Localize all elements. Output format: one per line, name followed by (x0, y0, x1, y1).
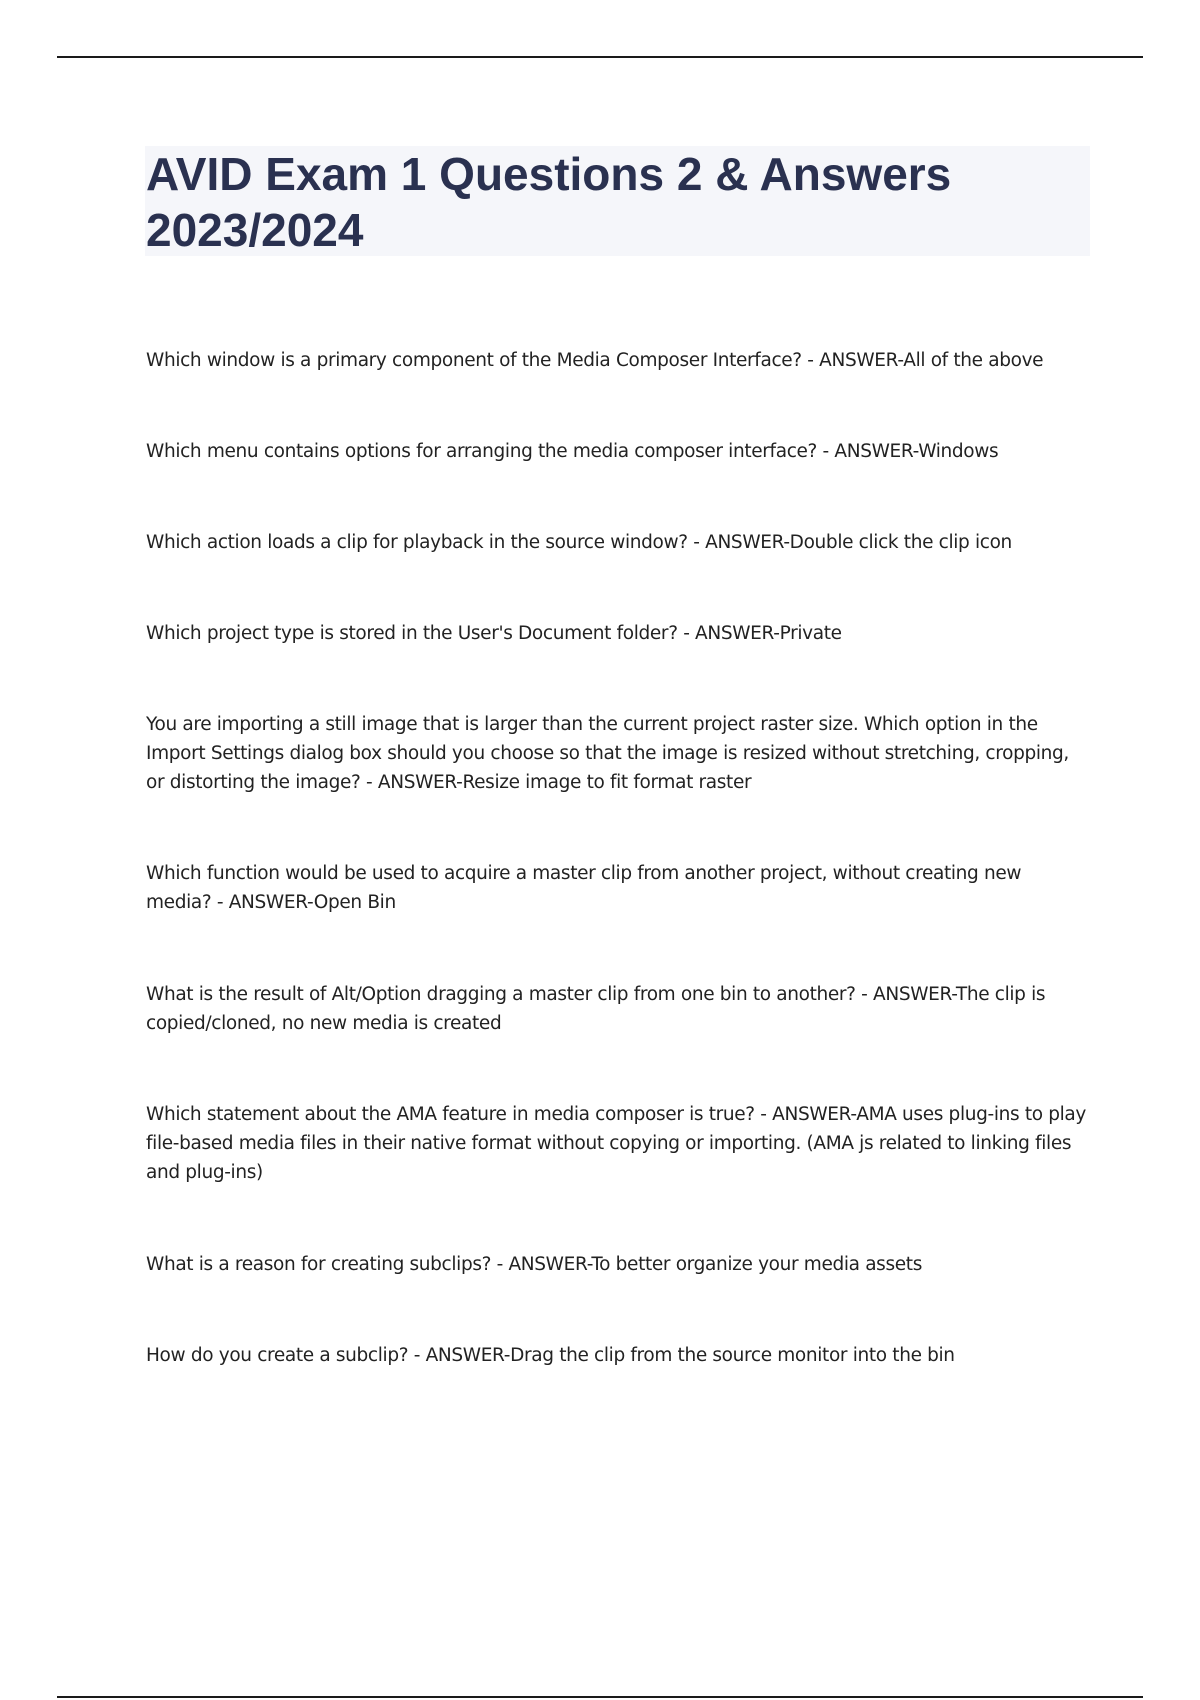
qa-item-9: What is a reason for creating subclips? - ANSWER-To better organize your media assets (146, 1254, 922, 1275)
qa-item-2: Which menu contains options for arranging the media composer interface? - ANSWER-Windows (146, 441, 999, 462)
qa-item-4: Which project type is stored in the User's Document folder? - ANSWER-Private (146, 623, 842, 644)
footer-rule (57, 1696, 1143, 1698)
qa-item-8: Which statement about the AMA feature in media composer is true? - ANSWER-AMA uses plug-ins to play file-based media files in their native format without copying or importing. (AMA js related to linking files and plug-ins) (146, 1104, 1086, 1183)
qa-item-5: You are importing a still image that is larger than the current project raster size. Which option in the Import Settings dialog box should you choose so that the image is resized without stretching, cropping, or distorting the image? - ANSWER-Resize image to fit format raster (146, 714, 1069, 793)
header-rule (57, 56, 1143, 58)
qa-item-7: What is the result of Alt/Option dragging a master clip from one bin to another? - ANSWER-The clip is copied/cloned, no new media is created (146, 984, 1046, 1034)
qa-item-1: Which window is a primary component of the Media Composer Interface? - ANSWER-All of the above (146, 350, 1044, 371)
qa-item-6: Which function would be used to acquire a master clip from another project, without creating new media? - ANSWER-Open Bin (146, 863, 1022, 913)
document-title: AVID Exam 1 Questions 2 & Answers 2023/2024 (146, 148, 952, 256)
qa-item-10: How do you create a subclip? - ANSWER-Drag the clip from the source monitor into the bin (146, 1345, 955, 1366)
qa-item-3: Which action loads a clip for playback in the source window? - ANSWER-Double click the clip icon (146, 532, 1012, 553)
